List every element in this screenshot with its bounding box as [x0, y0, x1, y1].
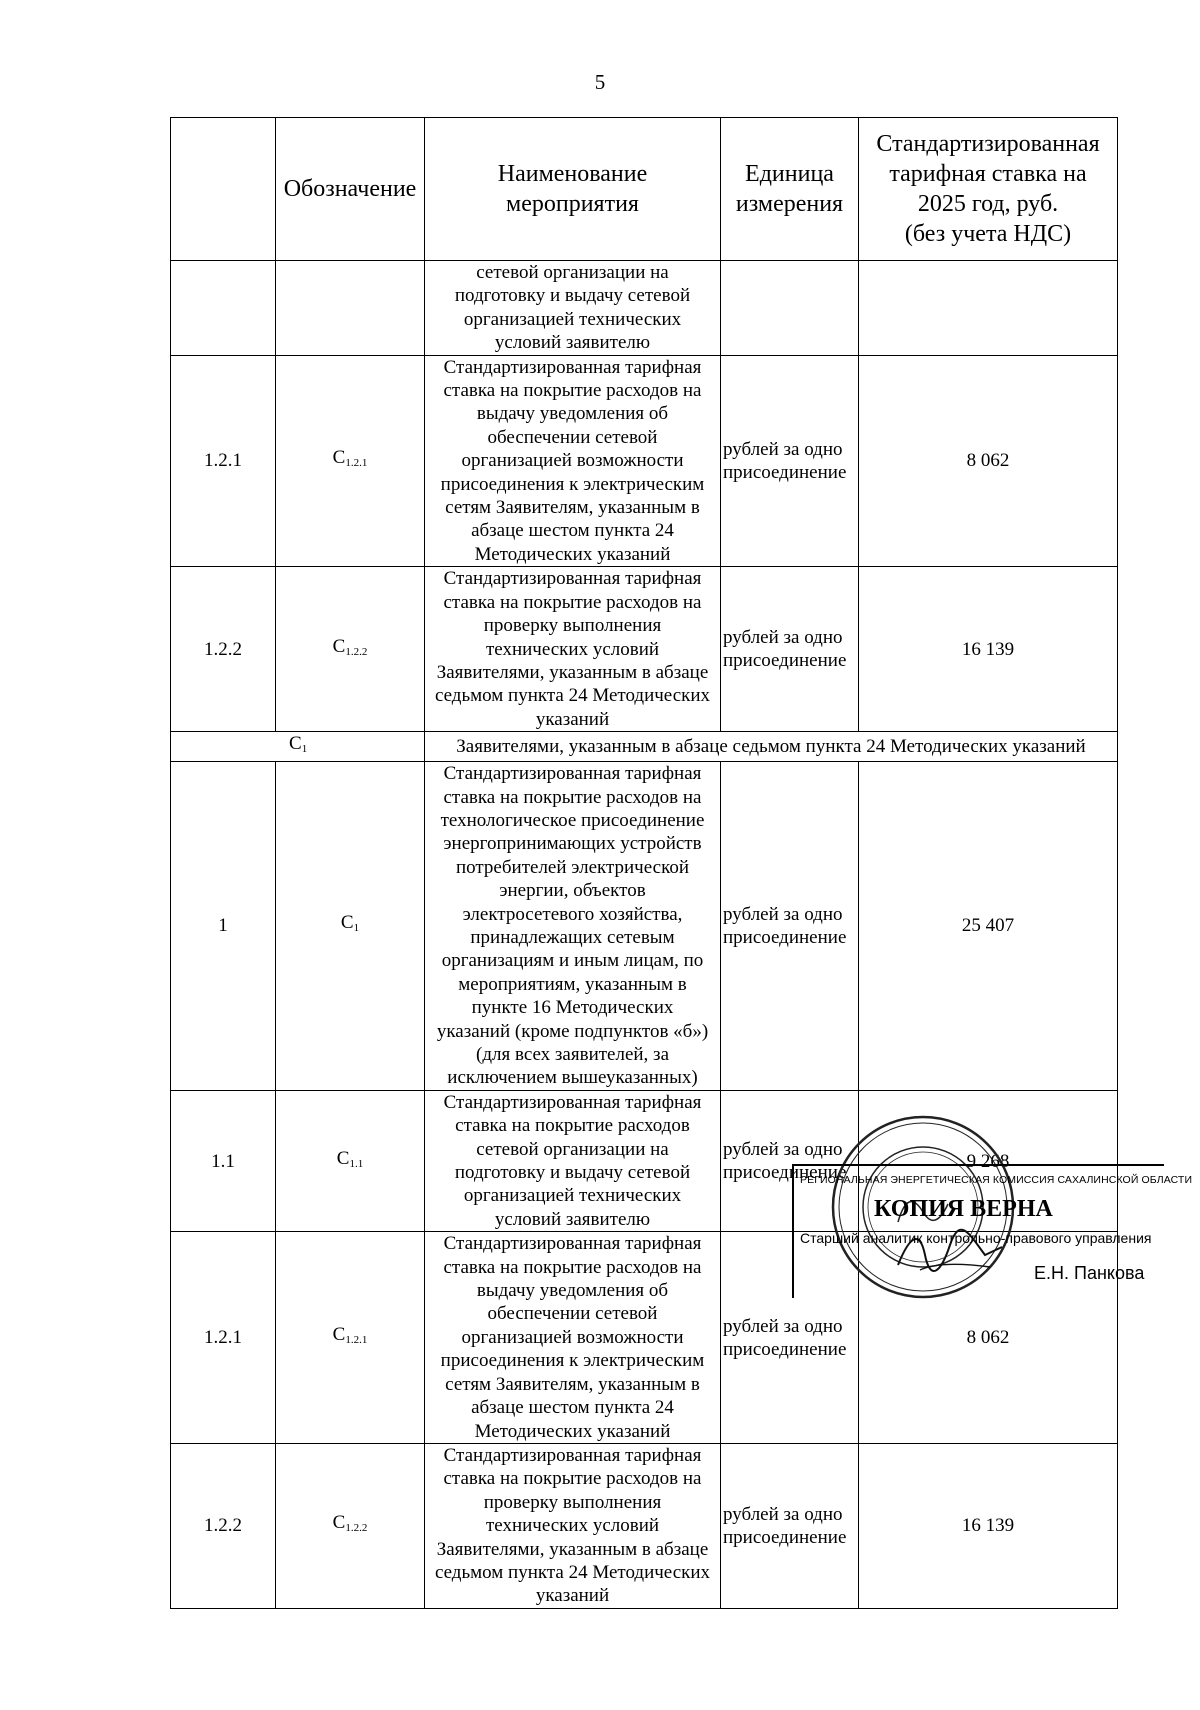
name-line: подготовку и выдачу сетевой — [454, 285, 691, 307]
code-letter: С — [332, 1324, 346, 1346]
header-code-text: Обозначение — [283, 176, 417, 202]
certification-title: КОПИЯ ВЕРНА — [874, 1196, 1053, 1222]
name-line: технических условий — [485, 638, 660, 660]
row-code — [276, 355, 425, 567]
name-line: Стандартизированная тарифная — [443, 1233, 702, 1255]
name-line: технических условий — [485, 1515, 660, 1537]
row-unit — [721, 355, 859, 567]
row-rate: 25 407 — [859, 762, 1118, 1091]
code-subscript: 1.1 — [349, 1157, 364, 1170]
name-line: сетям Заявителям, указанным в — [445, 497, 700, 519]
header-name-line: Наименование — [497, 161, 648, 187]
code-subscript: 1.2.1 — [345, 457, 368, 470]
row-rate: 9 268 — [859, 1090, 1118, 1231]
row-number: 1.2.1 — [171, 1232, 276, 1444]
code-letter: С — [340, 912, 354, 934]
row-code — [276, 1443, 425, 1608]
header-unit-line: измерения — [735, 191, 844, 217]
row-name — [425, 762, 721, 1091]
name-line: организацией возможности — [461, 450, 684, 472]
row-unit — [721, 567, 859, 732]
name-line: исключением вышеуказанных) — [447, 1067, 698, 1089]
summary-text: Заявителями, указанным в абзаце седьмом пункта 24 Методических указаний — [425, 732, 1118, 762]
unit-line: рублей за одно — [723, 903, 843, 925]
name-line: Стандартизированная тарифная — [443, 763, 702, 785]
name-line: ставка на покрытие расходов на — [443, 1468, 702, 1490]
name-line: Стандартизированная тарифная — [443, 356, 702, 378]
name-line: присоединения к электрическим — [440, 1350, 705, 1372]
row-code — [276, 1090, 425, 1231]
row-rate — [859, 261, 1118, 356]
name-line: ставка на покрытие расходов на — [443, 591, 702, 613]
row-name — [425, 1090, 721, 1231]
code-letter: С — [289, 733, 302, 755]
unit-line: присоединение — [723, 1526, 847, 1548]
header-name — [425, 118, 721, 261]
name-line: сетевой организации на — [476, 262, 669, 283]
header-rate-line: 2025 год, руб. — [917, 191, 1059, 217]
header-row — [171, 118, 1118, 261]
header-rate-line: Стандартизированная — [876, 131, 1100, 157]
name-line: Методических указаний — [474, 543, 671, 565]
certification-position: Старший аналитик контрольно-правового управления — [800, 1230, 1152, 1246]
header-rate-line: (без учета НДС) — [904, 221, 1072, 247]
table-row — [171, 355, 1118, 567]
name-line: присоединения к электрическим — [440, 473, 705, 495]
page-number: 5 — [594, 70, 606, 94]
certification-signer: Е.Н. Панкова — [1034, 1263, 1145, 1283]
certification-stamp — [792, 1164, 1193, 1298]
name-line: организацией возможности — [461, 1326, 684, 1348]
row-number: 1.2.2 — [171, 567, 276, 732]
name-line: условий заявителю — [494, 332, 651, 354]
name-line: абзаце шестом пункта 24 — [471, 1397, 674, 1419]
name-line: организацией технических — [463, 308, 682, 330]
name-line: выдачу уведомления об — [476, 1280, 669, 1302]
row-number: 1 — [171, 762, 276, 1091]
name-line: организациям и иным лицам, по — [441, 950, 704, 972]
table-row — [171, 567, 1118, 732]
row-rate: 16 139 — [859, 567, 1118, 732]
row-rate: 8 062 — [859, 355, 1118, 567]
name-line: пункте 16 Методических — [471, 997, 674, 1019]
unit-line: рублей за одно — [723, 1139, 843, 1161]
name-line: абзаце шестом пункта 24 — [471, 520, 674, 542]
header-num — [171, 118, 276, 261]
table-row — [171, 1443, 1118, 1608]
unit-line: присоединение — [723, 926, 847, 948]
unit-line: присоединение — [723, 1338, 847, 1360]
code-subscript: 1.2.2 — [345, 645, 368, 658]
certification-org: РЕГИОНАЛЬНАЯ ЭНЕРГЕТИЧЕСКАЯ КОМИССИЯ САХАЛИНСКОЙ ОБЛАСТИ — [800, 1174, 1193, 1186]
name-line: указаний (кроме подпунктов «б») — [436, 1020, 709, 1042]
unit-line: рублей за одно — [723, 1315, 843, 1337]
code-subscript: 1.2.1 — [345, 1334, 368, 1347]
row-rate: 8 062 — [859, 1232, 1118, 1444]
header-rate-line: тарифная ставка на — [889, 161, 1087, 187]
name-line: Стандартизированная тарифная — [443, 1091, 702, 1113]
name-line: обеспечении сетевой — [487, 1303, 658, 1325]
unit-line: присоединение — [723, 1162, 847, 1184]
unit-line: рублей за одно — [723, 627, 843, 649]
name-line: электросетевого хозяйства, — [462, 903, 683, 925]
table-body — [171, 261, 1118, 1609]
name-line: ставка на покрытие расходов — [455, 1115, 690, 1137]
code-subscript: 1.2.2 — [345, 1522, 368, 1535]
name-line: условий заявителю — [494, 1208, 651, 1230]
table-row — [171, 762, 1118, 1091]
name-line: ставка на покрытие расходов на — [443, 1256, 702, 1278]
row-unit — [721, 1443, 859, 1608]
row-code — [276, 261, 425, 356]
name-line: Стандартизированная тарифная — [443, 1444, 702, 1466]
row-number: 1.2.1 — [171, 355, 276, 567]
name-line: организацией технических — [463, 1185, 682, 1207]
code-letter: С — [336, 1147, 350, 1169]
row-number: 1.2.2 — [171, 1443, 276, 1608]
name-line: мероприятиям, указанным в — [458, 973, 687, 995]
name-line: подготовку и выдачу сетевой — [454, 1162, 691, 1184]
name-line: потребителей электрической — [455, 856, 690, 878]
name-line: седьмом пункта 24 Методических — [434, 685, 711, 707]
name-line: сетевой организации на — [476, 1138, 669, 1160]
name-line: Заявителями, указанным в абзаце — [436, 661, 709, 683]
name-line: принадлежащих сетевым — [470, 926, 675, 948]
name-line: Заявителями, указанным в абзаце — [436, 1538, 709, 1560]
name-line: Стандартизированная тарифная — [443, 568, 702, 590]
name-line: технологическое присоединение — [440, 809, 705, 831]
unit-line: присоединение — [723, 461, 847, 483]
name-line: обеспечении сетевой — [487, 426, 658, 448]
row-number — [171, 261, 276, 356]
row-name — [425, 355, 721, 567]
row-name — [425, 567, 721, 732]
header-unit-line: Единица — [745, 161, 834, 187]
name-line: Методических указаний — [474, 1420, 671, 1442]
row-unit — [721, 261, 859, 356]
name-line: ставка на покрытие расходов на — [443, 380, 702, 402]
header-name-line: мероприятия — [506, 191, 639, 217]
name-line: энергопринимающих устройств — [443, 833, 702, 855]
header-code — [276, 118, 425, 261]
name-line: (для всех заявителей, за — [476, 1044, 669, 1065]
name-line: выдачу уведомления об — [476, 403, 669, 425]
row-code — [276, 1232, 425, 1444]
table-row — [171, 261, 1118, 356]
unit-line: рублей за одно — [723, 1503, 843, 1525]
row-code — [276, 762, 425, 1091]
code-subscript: 1 — [353, 922, 360, 935]
name-line: проверку выполнения — [483, 1491, 662, 1513]
name-line: энергии, объектов — [499, 880, 646, 902]
code-letter: С — [332, 635, 346, 657]
row-unit — [721, 762, 859, 1091]
header-rate — [859, 118, 1118, 261]
tariff-table — [170, 117, 1118, 1609]
name-line: ставка на покрытие расходов на — [443, 786, 702, 808]
code-letter: С — [332, 1512, 346, 1534]
row-code — [276, 567, 425, 732]
name-line: проверку выполнения — [483, 615, 662, 637]
row-name — [425, 1232, 721, 1444]
name-line: седьмом пункта 24 Методических — [434, 1561, 711, 1583]
code-letter: С — [332, 447, 346, 469]
name-line: сетям Заявителям, указанным в — [445, 1373, 700, 1395]
row-rate: 16 139 — [859, 1443, 1118, 1608]
header-unit — [721, 118, 859, 261]
name-line: указаний — [535, 1585, 610, 1607]
row-number: 1.1 — [171, 1090, 276, 1231]
unit-line: присоединение — [723, 650, 847, 672]
summary-code — [171, 732, 425, 762]
unit-line: рублей за одно — [723, 438, 843, 460]
summary-row — [171, 732, 1118, 762]
name-line: указаний — [535, 708, 610, 730]
row-name — [425, 1443, 721, 1608]
row-name — [425, 261, 721, 356]
code-subscript: 1 — [301, 743, 308, 756]
